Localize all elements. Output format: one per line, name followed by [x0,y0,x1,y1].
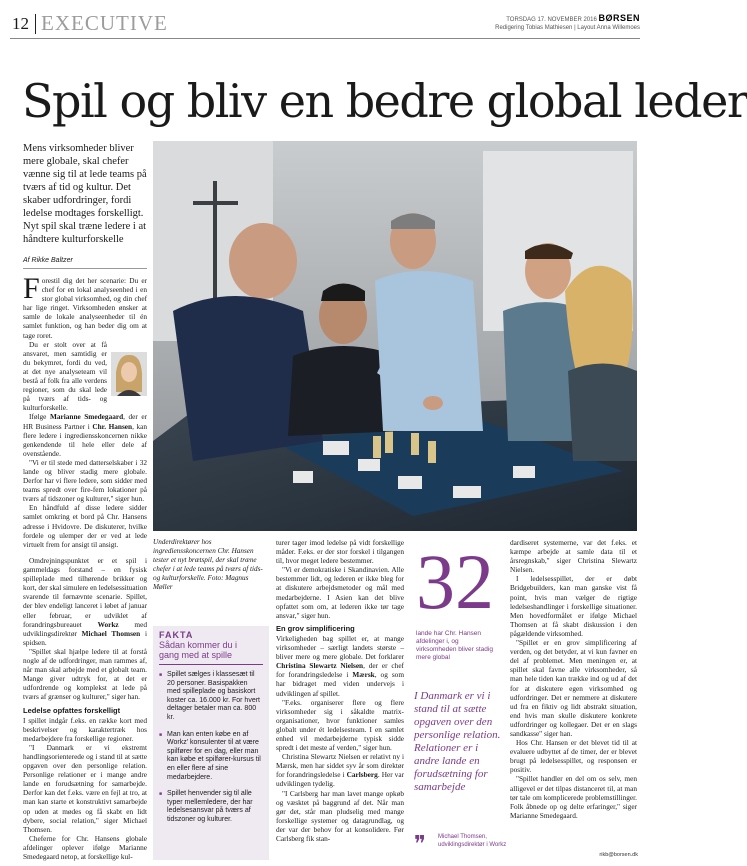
paragraph: Cheferne for Chr. Hansens globale afdelinger oplever ifølge Marianne Smedegaard netop, at forskellige kul- [23,833,147,861]
photo-caption: Underdirektører hos ingrediensskoncernen Chr. Hansen tester et nyt brætspil, der skal træne chefer i at lede teams på tværs af tids- og kulturforskelle. Foto: Magnus Møller [153,538,263,591]
article-headline: Spil og bliv en bedre global leder [22,74,747,128]
pull-quote: I Danmark er vi i stand til at sætte opgaven over den personlige relation. Relationer er i andre lande en forudsætning for samarbejde [414,690,501,793]
fact-number: 32 [416,538,494,625]
article-photo [153,141,637,531]
fact-box-title: FAKTA [159,630,194,640]
article-column-1b [23,556,148,861]
subheading: En grov simplificering [276,623,355,633]
header-divider [35,14,36,34]
fact-number-text: lande har Chr. Hansen afdelinger i, og virksomheden bliver stadig mere global [416,630,493,661]
paper-name: BØRSEN [598,13,640,23]
list-item: ■ Spillet henvender sig til alle typer mellemledere, der har ledelsesansvar på tværs af tidszoner og kulturer. [159,790,263,824]
paragraph: "Vi er til stede med datterselskaber i 32 lande og bliver stadig mere globale. Derfor har vi flere ledere, som sidder med teams spredt over fire-fem lokationer på tværs af tidszoner og kulturer," siger hun. [23,457,147,504]
paragraph: Hos Chr. Hansen er det blevet tid til at evaluere udbyttet af de timer, der er blevet brugt på ledelsesspillet, og responsen er positiv. [510,738,637,775]
editorial-credits: Redigering Tobias Mathiesen | Layout Anna Willemoes [495,25,640,31]
article-column-1 [23,272,148,556]
pull-quote-attribution: Michael Thomsen, udviklingsdirektør i Workz [438,834,507,848]
paragraph: I ledelsesspillet, der er døbt Bridgebuilders, kan man ganske vist få point, hvis man vælger de rigtige ledelseshandlinger i forskellige situationer. Men hovedformålet er ifølge Michael Thomsen at få skabt diskussion i den pågældende virksomhed. [510,574,637,638]
paragraph: Du er stolt over at få ansvaret, men samtidig er du bekymret, fordi du ved, at det nye analyseteam vil bestå af folk fra alle verdens regioner, som du skal lede på tværs af tids- og kulturforskelle. [23,339,107,413]
paragraph: "Spillet er en grov simplificering af verden, og det betyder, at vi kun favner en del af problemet. Men meningen er, at spillet skal favne alle virksomheder, så man hele tiden kan trække ind og ud af det for at diskutere egen virksomhed og udfordringer. Det er nemmere at diskutere ud fra en fiktiv og lidt abstrakt situation, end hvis man skulle diskutere konkrete udfordringer og kollegaer. Det er en slags sandkasse" siger han. [510,638,637,738]
fact-box [153,626,269,860]
list-item: ■ Spillet sælges i klassesæt til 20 personer. Basispakken med spilleplade og basiskort koster ca. 16.000 kr. For hvert deltager betaler man ca. 800 kr. [159,671,263,723]
paragraph: turer tager imod ledelse på vidt forskellige måder. F.eks. er der stor forskel i tilgangen til, hvor meget ledere bestemmer. [276,538,404,566]
paragraph: Ifølge Marianne Smedegaard, der er HR Business Partner i Chr. Hansen, kan flere ledere i ingrediensskoncernen nikke genkendende til hele eller dele af ovenstående. [23,412,148,458]
paragraph: Virkeligheden bag spillet er, at mange virksomheder – særligt landets største – bliver mere og mere globale. Det forklarer Christina Slewartz Nielsen, der er chef for forandringsledelse i Mærsk, og som har bidraget med viden undervejs i udviklingen af spillet. [276,633,404,698]
paragraph: I spillet indgår f.eks. en række kort med beskrivelser og karaktertræk hos medarbejdere fra forskellige regioner. [23,715,147,743]
paragraph: "Vi er demokratiske i Skandinavien. Alle bestemmer lidt, og lederen er ikke bleg for at diskutere arbejdsmetoder og mål med medarbejderne. I Asien kan det blive opfattet som om, at lederen ikke tør tage ansvar," siger hun. [276,565,404,620]
issue-date: TORSDAG 17. NOVEMBER 2016 [506,17,597,23]
section-label: EXECUTIVE [41,11,168,35]
drop-cap: F [23,272,40,305]
header-rule [10,38,640,39]
paragraph: Forestil dig det her scenarie: Du er chef for en lokal analyseenhed i en stor global virksomhed, og din chef har lige ringet. Virksomheden ønsker at samle de lokale analyseenheder til én samlet funktion, og han beder dig om at tage roret. [23,272,147,340]
fact-list [153,665,269,825]
paragraph: Omdrejningspunktet er et spil i gammeldags forstand – en fysisk spilleplade med tilhørende brikker og kort, der skal simulere en ledelsessituation svarende til førnævnte scenarie. Spillet, der blev endeligt lanceret i løbet af januar eller februar, er udviklet af forandringsbureauet Workz med udviklingsdirektør Michael Thomsen i spidsen. [23,556,148,647]
article-lead: Mens virksomheder bliver mere globale, skal chefer vænne sig til at lede teams på tværs af tid og kultur. Det skaber udfordringer, fordi ledelse modtages forskelligt. Nyt spil skal træne ledere i at håndtere kulturforskelle [23,143,147,245]
article-column-4 [510,538,637,850]
subheading: Ledelse opfattes forskelligt [23,705,121,715]
publication-info [495,14,640,32]
quote-mark-icon: ❞ [414,832,426,857]
paragraph: dardiseret systemerne, var det f.eks. et kæmpe arbejde at samle data til et årsregnskab," siger Christina Slewartz Nielsen. [510,538,637,575]
paragraph: "Spillet handler en del om os selv, men alligevel er det tilpas distanceret til, at man tør tale om komplicerede problemstillinger. Folk åbnede op og delte erfaringer," siger Marianne Smedegaard. [510,774,637,820]
page-number: 12 [12,14,29,33]
paragraph: "F.eks. organiserer flere og flere virksomheder sig i såkaldte matrix-organisationer, hvor funktioner samles globalt under ét ledelsesteam. I en samlet enhed vil medarbejderne typisk sidde spredt i det meste af verden," siger hun. [276,697,404,753]
byline-rule [23,268,147,269]
article-column-3 [276,538,404,860]
paragraph: "I Carlsberg har man lavet mange opkøb og væsktet på baggrund af det. Når man gør det, står man pludselig med mange forskellige systemer og datagrundlag, og der var der behov for at konsolidere. Før Carlsberg fik stan- [276,788,404,843]
paragraph: En håndfuld af disse ledere sidder samlet omkring et bord på Chr. Hansens adresse i Hvidovre. De diskuterer, hvilke fordele og ulemper der er ved at lede virtuelt frem for ansigt til ansigt. [23,503,147,549]
author-portrait [111,352,147,396]
fact-box-subtitle: Sådan kommer du i gang med at spille [159,640,263,665]
author-email: rikb@borsen.dk [599,852,638,858]
paragraph: Christina Slewartz Nielsen er relativt ny i Mærsk, men har siddet syv år som direktør for forandringsledelse i Carlsberg. Her var udviklingen tydelig. [276,752,404,789]
paragraph: "I Danmark er vi ekstremt handlingsorienterede og i stand til at sætte opgaven over den personlige relation. Personlige relationer er i mange andre lande en forudsætning for samarbejde. Derfor kan det f.eks. være en fejl at tro, at man kan starte et konstruktivt samarbejde op uden at mødes og få skabt en lidt dybere, social relation," siger Michael Thomsen. [23,742,147,834]
paragraph: "Spillet skal hjælpe ledere til at forstå nogle af de udfordringer, man rammes af, når man skal arbejde med et globalt team. Mange giver udtryk for, at det er udfordrende og komplekst at lede på tværs af grænser og kulturer," siger han. [23,646,147,702]
page-header [10,8,640,38]
list-item: ■ Man kan enten købe en af Workz' konsulenter til at være spilfører for en dag, eller man kan købe et spilfører-kursus til en eller flere af sine medarbejdere. [159,731,263,783]
byline: Af Rikke Baltzer [23,257,73,264]
